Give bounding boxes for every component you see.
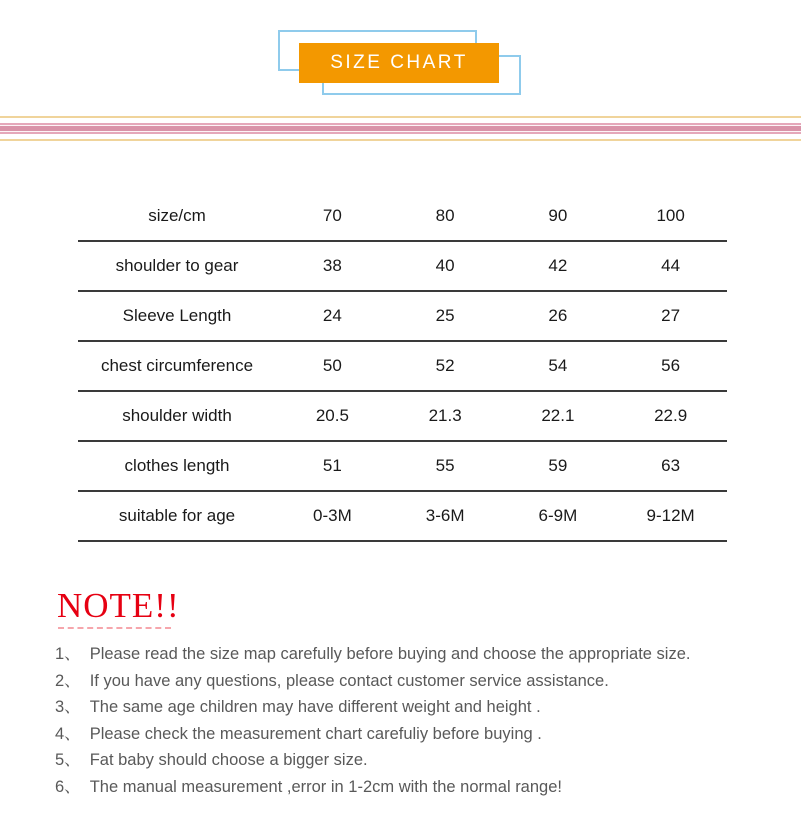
table-row-header bbox=[78, 192, 727, 242]
cell-value: 38 bbox=[322, 256, 342, 275]
cell-value: 59 bbox=[548, 456, 568, 475]
row-label: shoulder width bbox=[122, 406, 232, 425]
cell-value: 44 bbox=[661, 256, 681, 275]
note-item-number: 4、 bbox=[55, 724, 81, 743]
note-item-text: Please check the measurement chart carefuliy before buying . bbox=[89, 724, 542, 743]
cell-value: 90 bbox=[548, 206, 568, 225]
cell-value: 27 bbox=[661, 306, 681, 325]
cell-value: 54 bbox=[548, 356, 568, 375]
cell-value: 100 bbox=[656, 206, 685, 225]
stripe-gold-bottom bbox=[0, 139, 801, 141]
row-label: Sleeve Length bbox=[122, 306, 232, 325]
cell-value: 21.3 bbox=[428, 406, 462, 425]
cell-value: 22.1 bbox=[541, 406, 575, 425]
note-heading: NOTE!! bbox=[57, 586, 180, 625]
cell-value: 6-9M bbox=[538, 506, 578, 525]
note-item bbox=[55, 721, 765, 748]
table-row bbox=[78, 342, 727, 392]
note-heading-underline bbox=[58, 627, 171, 629]
cell-value: 26 bbox=[548, 306, 568, 325]
note-item-number: 3、 bbox=[55, 698, 81, 716]
table-row bbox=[78, 242, 727, 292]
cell-value: 50 bbox=[322, 356, 342, 375]
cell-value: 20.5 bbox=[315, 406, 349, 425]
row-label: shoulder to gear bbox=[115, 256, 239, 275]
page-title: SIZE CHART bbox=[330, 52, 468, 73]
note-item-number: 6、 bbox=[55, 777, 81, 796]
cell-value: 3-6M bbox=[425, 506, 465, 525]
cell-value: 0-3M bbox=[313, 506, 352, 525]
note-list bbox=[55, 641, 765, 800]
cell-value: 51 bbox=[322, 456, 342, 475]
cell-value: 40 bbox=[435, 256, 455, 275]
cell-value: 63 bbox=[661, 456, 681, 475]
row-label: chest circumference bbox=[100, 356, 254, 375]
note-item-text: The same age children may have different weight and height . bbox=[89, 698, 541, 716]
note-item-number: 1、 bbox=[55, 645, 81, 663]
note-item-text: If you have any questions, please contact customer service assistance. bbox=[89, 671, 609, 690]
cell-value: 22.9 bbox=[654, 406, 688, 425]
note-item bbox=[55, 747, 765, 774]
note-item bbox=[55, 641, 765, 668]
table-row bbox=[78, 292, 727, 342]
note-item bbox=[55, 668, 765, 695]
cell-value: 24 bbox=[322, 306, 342, 325]
cell-value: 52 bbox=[435, 356, 455, 375]
cell-value: 70 bbox=[322, 206, 342, 225]
cell-value: 42 bbox=[548, 256, 568, 275]
table-row bbox=[78, 392, 727, 442]
row-label: size/cm bbox=[148, 206, 206, 225]
cell-value: 55 bbox=[435, 456, 455, 475]
note-item bbox=[55, 774, 765, 801]
row-label: clothes length bbox=[124, 456, 230, 475]
size-table bbox=[78, 192, 727, 542]
size-chart-banner bbox=[299, 43, 499, 83]
cell-value: 25 bbox=[435, 306, 455, 325]
table-row bbox=[78, 492, 727, 542]
cell-value: 56 bbox=[661, 356, 681, 375]
note-item-text: Fat baby should choose a bigger size. bbox=[89, 751, 368, 769]
cell-value: 9-12M bbox=[646, 506, 695, 525]
note-item-text: The manual measurement ,error in 1-2cm with the normal range! bbox=[89, 777, 562, 796]
cell-value: 80 bbox=[435, 206, 455, 225]
note-item-number: 5、 bbox=[55, 751, 81, 769]
stripe-divider bbox=[0, 116, 801, 141]
note-item-number: 2、 bbox=[55, 671, 81, 690]
note-item-text: Please read the size map carefully before buying and choose the appropriate size. bbox=[89, 645, 691, 663]
note-item bbox=[55, 694, 765, 721]
row-label: suitable for age bbox=[118, 506, 236, 525]
table-row bbox=[78, 442, 727, 492]
